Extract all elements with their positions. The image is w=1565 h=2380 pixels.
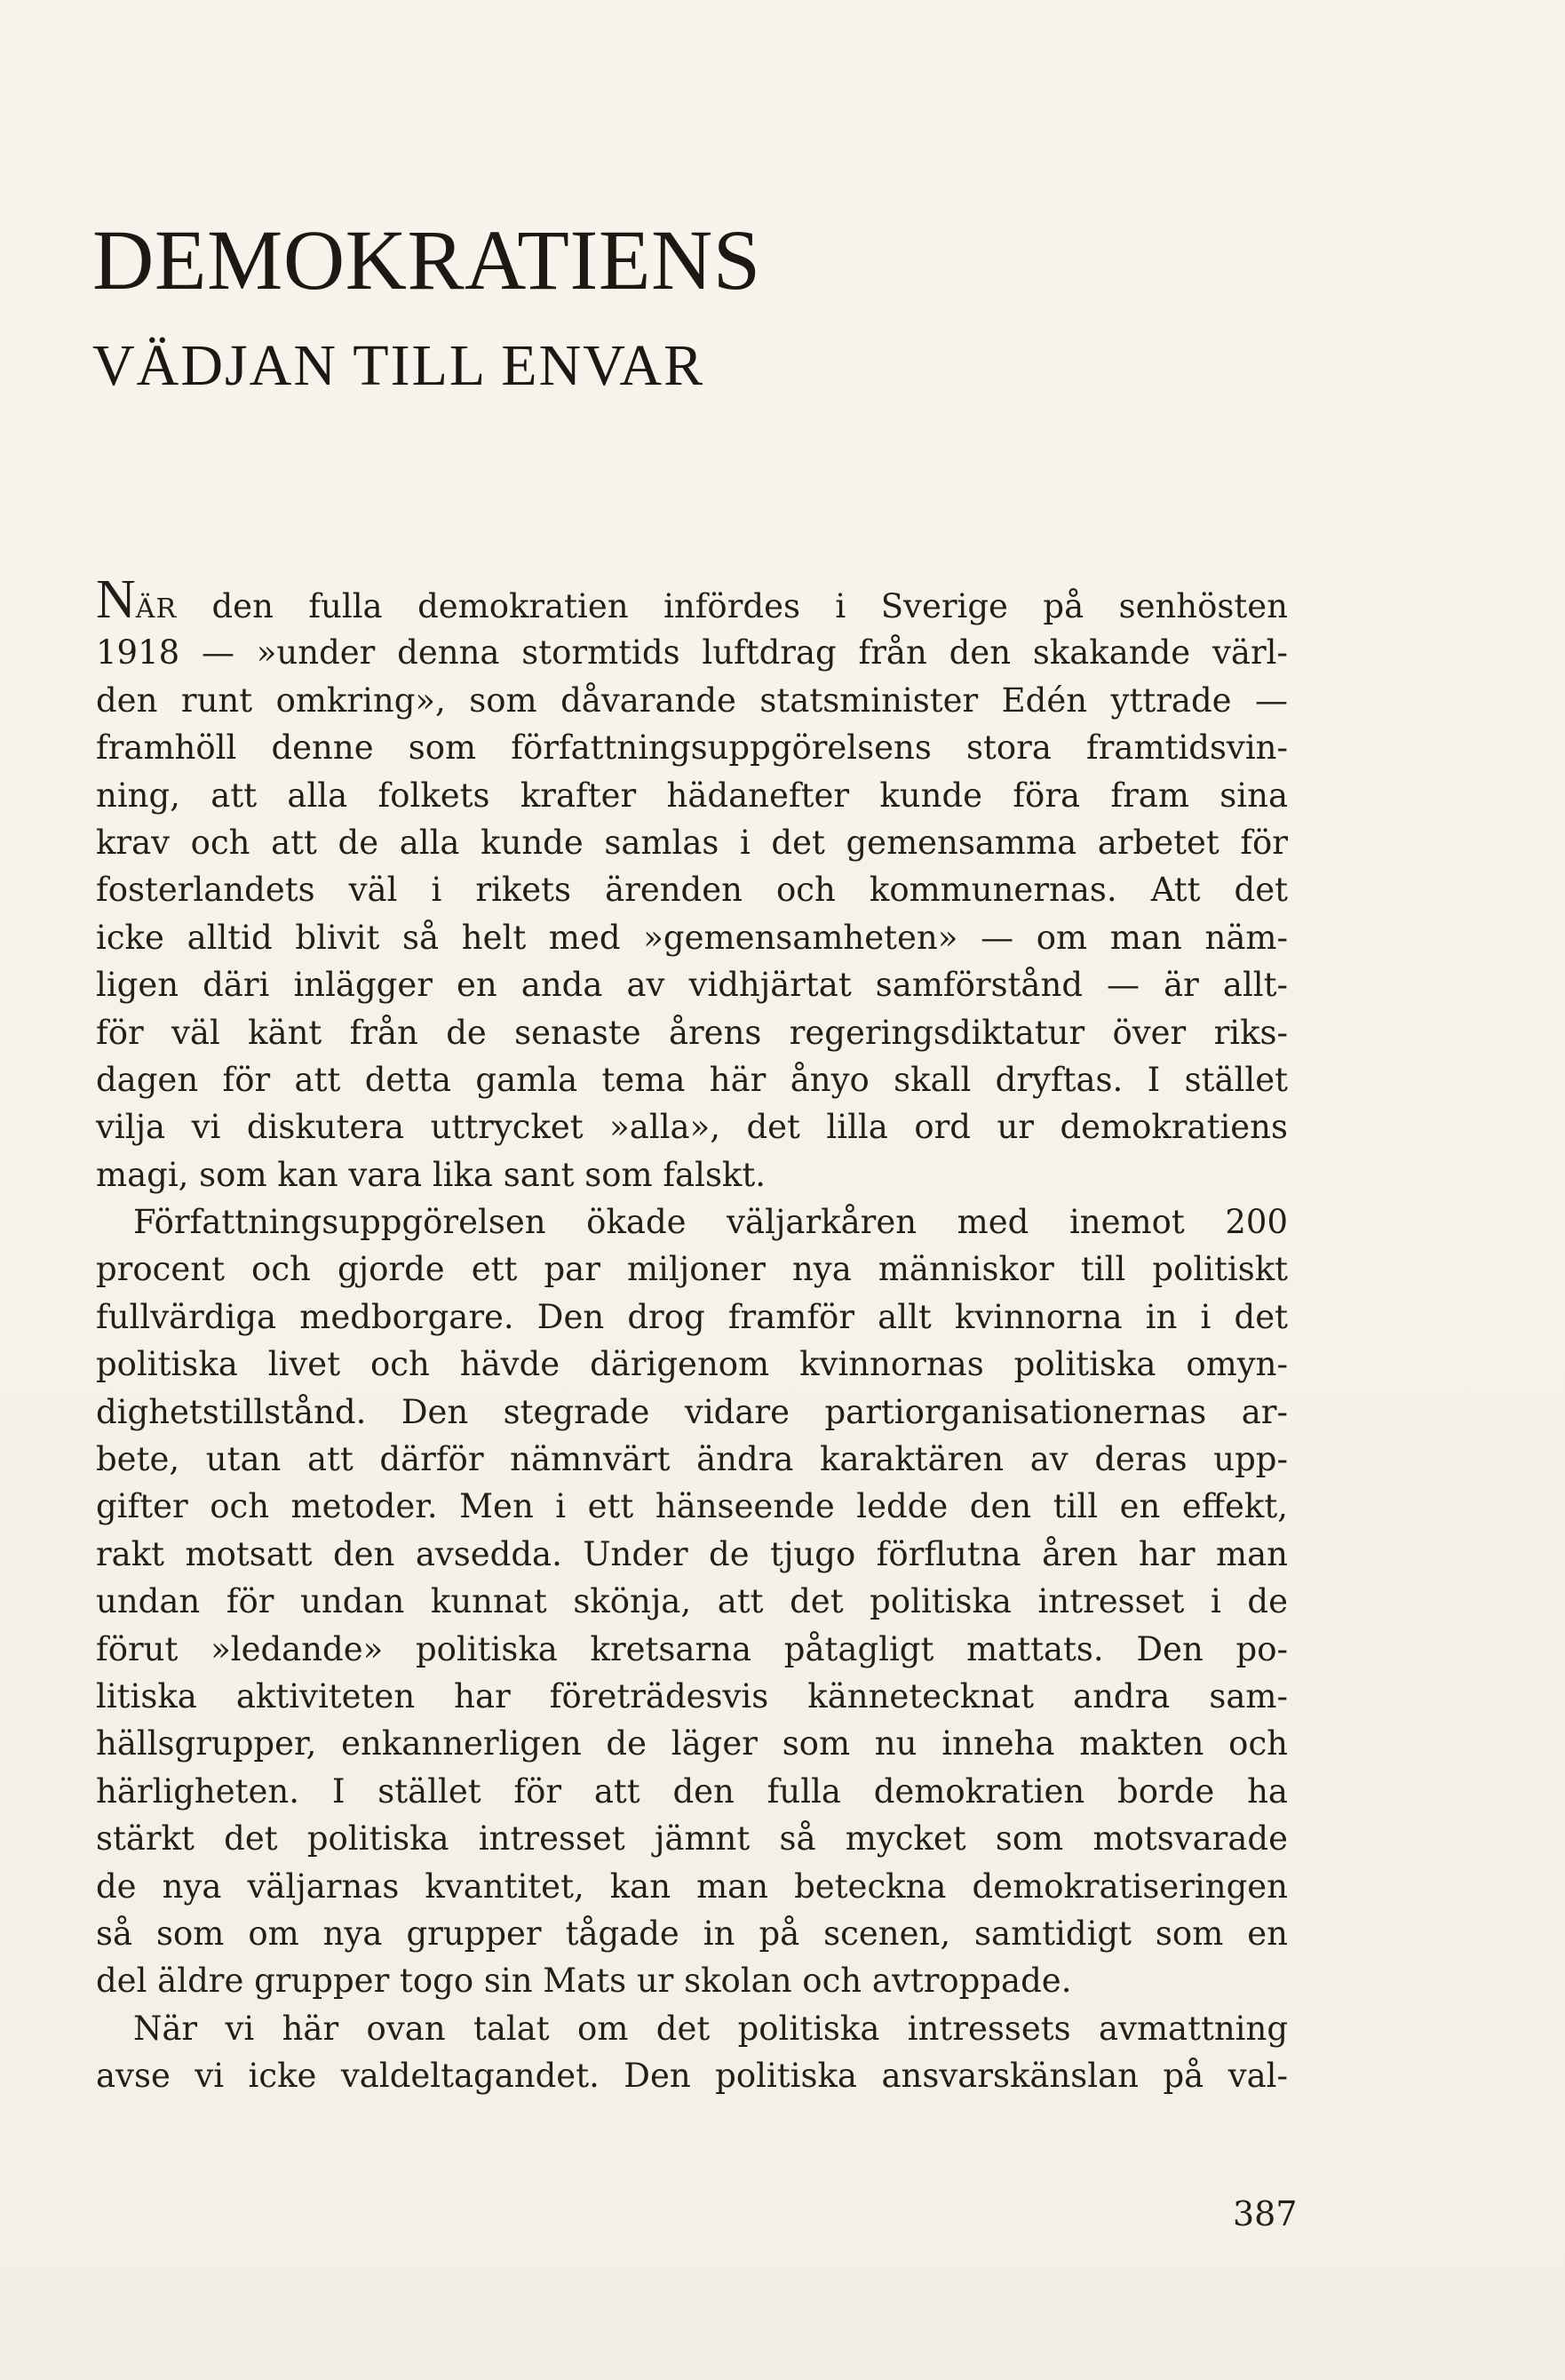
body-line-paragraph-end: magi, som kan vara lika sant som falskt. — [96, 1155, 766, 1194]
body-line: rakt motsatt den avsedda. Under de tjugo förflutna åren har man — [96, 1534, 1288, 1573]
body-line: icke alltid blivit så helt med »gemensamheten» — om man näm- — [96, 918, 1288, 957]
drop-cap: N — [96, 569, 136, 630]
article-subtitle: VÄDJAN TILL ENVAR — [92, 333, 705, 398]
body-line: så som om nya grupper tågade in på scenen, samtidigt som en — [96, 1914, 1288, 1953]
body-line: stärkt det politiska intresset jämnt så mycket som motsvarade — [96, 1819, 1288, 1859]
body-line: litiska aktiviteten har företrädesvis kännetecknat andra sam- — [96, 1676, 1288, 1715]
body-line: hällsgrupper, enkannerligen de läger som nu inneha makten och — [96, 1724, 1288, 1763]
body-line-paragraph-start: Författningsuppgörelsen ökade väljarkåren med inemot 200 — [133, 1203, 1288, 1242]
body-line: fosterlandets väl i rikets ärenden och kommunernas. Att det — [96, 871, 1288, 910]
article-body — [96, 569, 1288, 2100]
body-line: 1918 — »under denna stormtids luftdrag från den skakande värl- — [96, 633, 1288, 673]
body-line: gifter och metoder. Men i ett hänseende ledde den till en effekt, — [96, 1487, 1288, 1526]
body-line: dagen för att detta gamla tema här ånyo skall dryftas. I stället — [96, 1060, 1288, 1099]
article-title: DEMOKRATIENS — [92, 212, 761, 307]
body-line: för väl känt från de senaste årens regeringsdiktatur över riks- — [96, 1013, 1288, 1052]
body-line: de nya väljarnas kvantitet, kan man beteckna demokratiseringen — [96, 1867, 1288, 1906]
body-line: krav och att de alla kunde samlas i det gemensamma arbetet för — [96, 823, 1288, 862]
body-line: procent och gjorde ett par miljoner nya människor till politiskt — [96, 1250, 1288, 1289]
page-number: 387 — [1233, 2194, 1298, 2233]
body-line: den runt omkring», som dåvarande statsminister Edén yttrade — — [96, 681, 1288, 720]
body-line: ning, att alla folkets krafter hädanefter kunde föra fram sina — [96, 776, 1288, 815]
body-line: förut »ledande» politiska kretsarna påtagligt mattats. Den po- — [96, 1629, 1288, 1668]
body-line-1-text: den fulla demokratien infördes i Sverige på senhösten — [177, 587, 1288, 625]
body-line: vilja vi diskutera uttrycket »alla», det lilla ord ur demokratiens — [96, 1108, 1288, 1147]
drop-cap-smallcaps: ÄR — [135, 593, 178, 625]
body-line: ligen däri inlägger en anda av vidhjärtat samförstånd — är allt- — [96, 966, 1288, 1005]
body-line: undan för undan kunnat skönja, att det politiska intresset i de — [96, 1582, 1288, 1621]
body-line: politiska livet och hävde därigenom kvinnornas politiska omyn- — [96, 1345, 1288, 1384]
body-line: fullvärdiga medborgare. Den drog framför allt kvinnorna in i det — [96, 1297, 1288, 1336]
body-line: framhöll denne som författningsuppgörelsens stora framtidsvin- — [96, 728, 1288, 768]
body-line: avse vi icke valdeltagandet. Den politiska ansvarskänslan på val- — [96, 2057, 1288, 2096]
body-line: bete, utan att därför nämnvärt ändra karaktären av deras upp- — [96, 1440, 1288, 1479]
body-line-paragraph-start: När vi här ovan talat om det politiska intressets avmattning — [133, 2009, 1288, 2048]
body-line-1 — [96, 569, 1288, 630]
body-line: härligheten. I stället för att den fulla demokratien borde ha — [96, 1771, 1288, 1811]
body-line: dighetstillstånd. Den stegrade vidare partiorganisationernas ar- — [96, 1392, 1288, 1431]
body-line-paragraph-end: del äldre grupper togo sin Mats ur skolan och avtroppade. — [96, 1962, 1072, 2001]
